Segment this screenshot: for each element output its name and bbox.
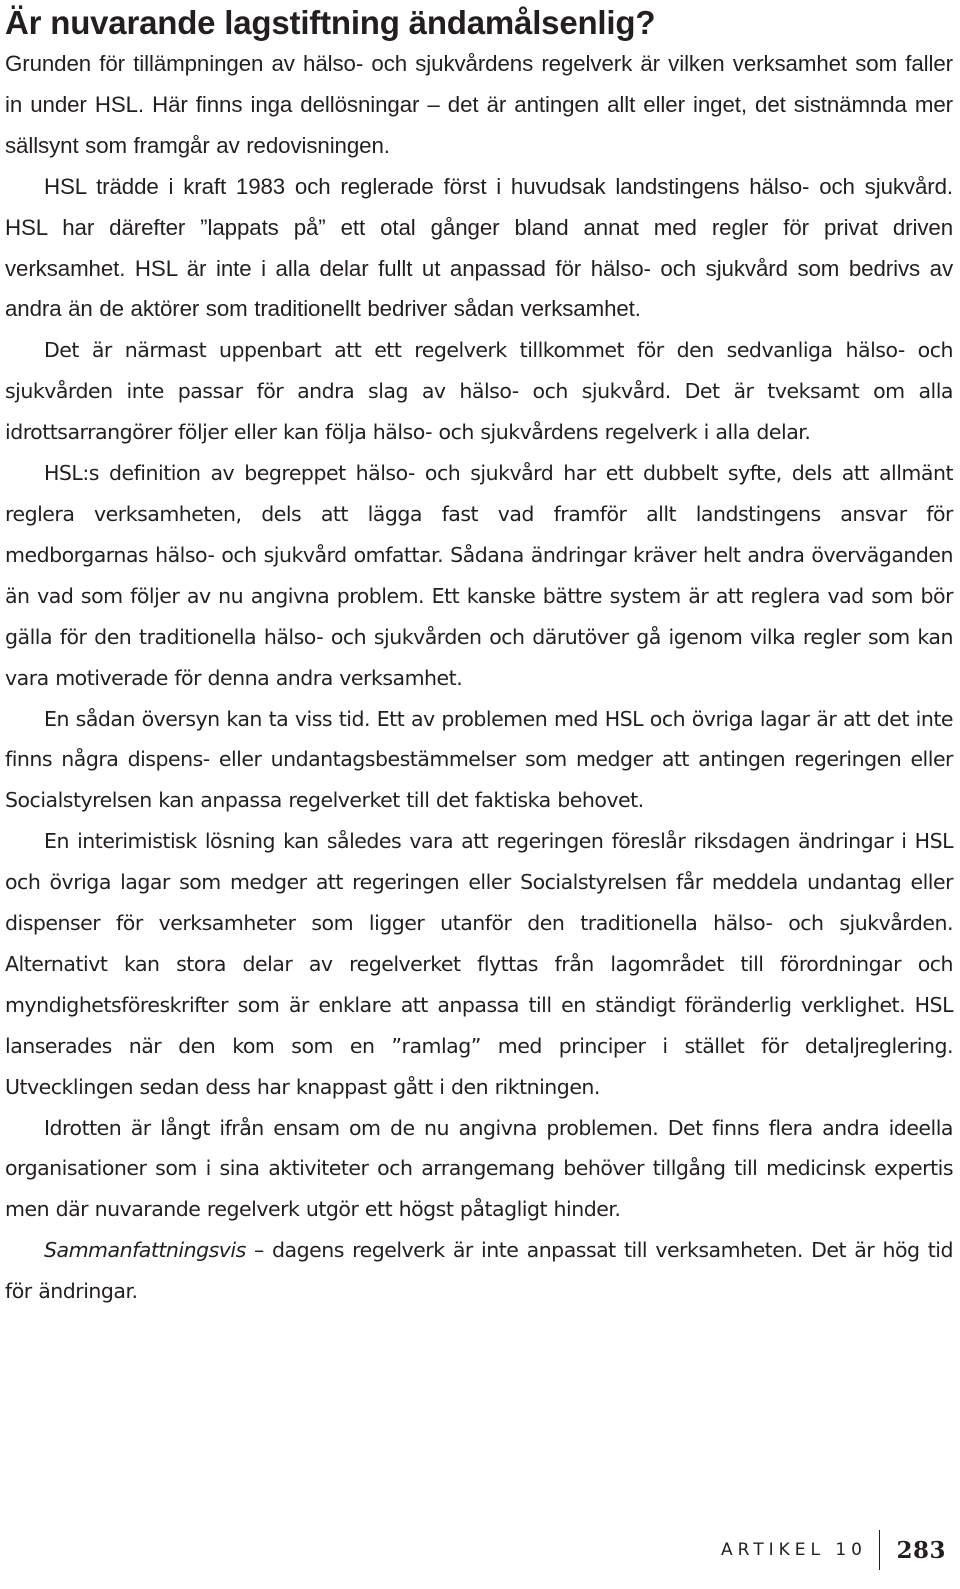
paragraph-2: HSL trädde i kraft 1983 och reglerade först i huvudsak landstingens hälso- och sjukvård. HSL har därefter ”lappats på” ett otal gånger bland annat med regler för privat driven verksamhet. HSL är inte i alla delar fullt ut anpassad för hälso- och sjukvård som bedrivs av andra än de aktörer som traditionellt bedriver sådan verksamhet.	[5, 173, 953, 322]
summary-lead: Sammanfattningsvis	[44, 1238, 246, 1263]
footer-divider	[879, 1530, 881, 1570]
paragraph-1: Grunden för tillämpningen av hälso- och sjukvårdens regelverk är vilken verksamhet som faller in under HSL. Här finns inga dellösningar – det är antingen allt eller inget, det sistnämnda mer sällsynt som framgår av redovisningen.	[5, 51, 953, 158]
article-page	[5, 0, 953, 1312]
summary-paragraph	[5, 1230, 953, 1312]
paragraph-6: En interimistisk lösning kan således vara att regeringen föreslår riksdagen ändringar i HSL och övriga lagar som medger att regeringen eller Socialstyrelsen får meddela undantag eller dispenser för verksamheter som ligger utanför den traditionella hälso- och sjukvården. Alternativt kan stora delar av regelverket flyttas från lagområdet till förordningar och myndighetsföreskrifter som är enklare att anpassa till en ständigt föränderlig verklighet. HSL lanserades när den kom som en ”ramlag” med principer i stället för detaljreglering. Utvecklingen sedan dess har knappast gått i den riktningen.	[5, 829, 953, 1099]
running-section-label: ARTIKEL 10	[720, 1540, 867, 1560]
page-footer	[721, 1530, 946, 1570]
paragraph-4: HSL:s definition av begreppet hälso- och sjukvård har ett dubbelt syfte, dels att allmänt reglera verksamheten, dels att lägga fast vad framför allt landstingens ansvar för medborgarnas hälso- och sjukvård omfattar. Sådana ändringar kräver helt andra överväganden än vad som följer av nu angivna problem. Ett kanske bättre system är att reglera vad som bör gälla för den traditionella hälso- och sjukvården och därutöver gå igenom vilka regler som kan vara motiverade för denna andra verksamhet.	[5, 461, 953, 690]
page-number: 283	[896, 1536, 946, 1564]
paragraph-7: Idrotten är långt ifrån ensam om de nu angivna problemen. Det finns flera andra ideella organisationer som i sina aktiviteter och arrangemang behöver tillgång till medicinsk expertis men där nuvarande regelverk utgör ett högst påtagligt hinder.	[5, 1115, 953, 1222]
section-heading: Är nuvarande lagstiftning ändamålsenlig?	[5, 4, 656, 41]
paragraph-3: Det är närmast uppenbart att ett regelverk tillkommet för den sedvanliga hälso- och sjukvården inte passar för andra slag av hälso- och sjukvård. Det är tveksamt om alla idrottsarrangörer följer eller kan följa hälso- och sjukvårdens regelverk i alla delar.	[5, 338, 953, 445]
summary-text: – dagens regelverk är inte anpassat till verksamheten. Det är hög tid för ändringar.	[5, 1238, 953, 1304]
paragraph-5: En sådan översyn kan ta viss tid. Ett av problemen med HSL och övriga lagar är att det inte finns några dispens- eller undantagsbestämmelser som medger att antingen regeringen eller Socialstyrelsen kan anpassa regelverket till det faktiska behovet.	[5, 706, 953, 813]
